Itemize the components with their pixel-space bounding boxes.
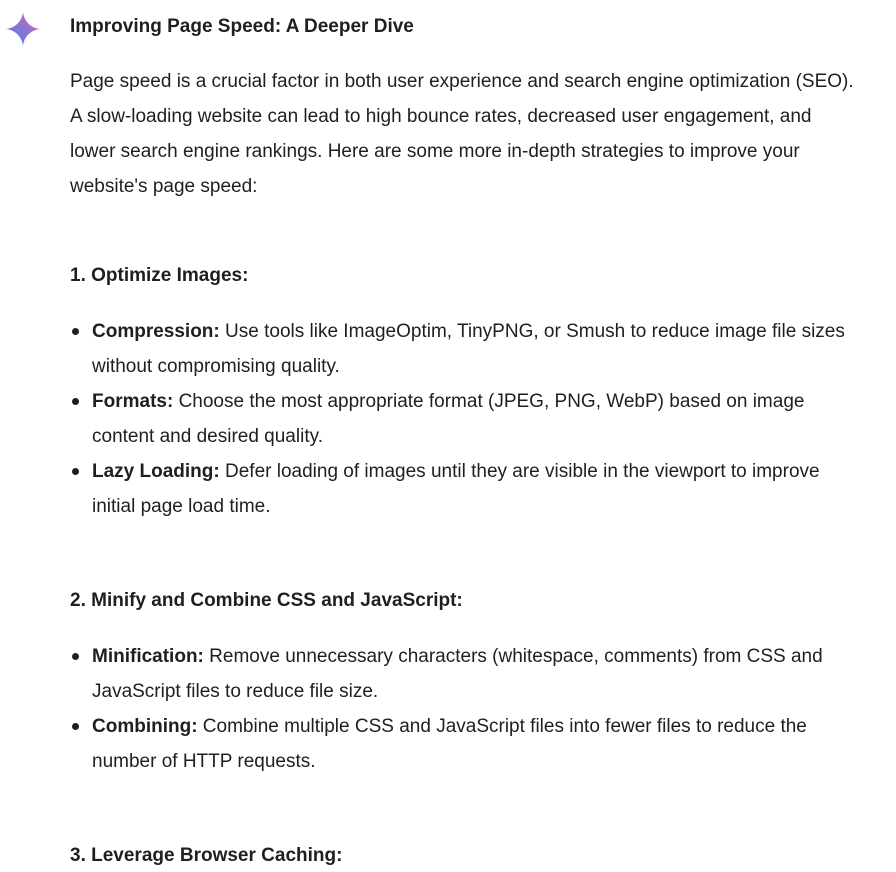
list-item — [70, 454, 852, 524]
bullet-list-optimize-images — [70, 314, 870, 524]
bullet-text: Choose the most appropriate format (JPEG, PNG, WebP) based on image content and desired quality. — [92, 391, 805, 447]
sparkle-icon — [5, 11, 41, 47]
section-heading-minify-combine: 2. Minify and Combine CSS and JavaScript: — [70, 590, 463, 611]
bullet-dot — [72, 468, 79, 475]
list-item — [70, 384, 852, 454]
list-item — [70, 314, 852, 384]
bullet-dot — [72, 653, 79, 660]
bullet-term: Lazy Loading: — [92, 461, 220, 482]
bullet-text: Remove unnecessary characters (whitespace, comments) from CSS and JavaScript files to reduce file size. — [92, 646, 823, 702]
bullet-text: Combine multiple CSS and JavaScript files into fewer files to reduce the number of HTTP requests. — [92, 716, 807, 772]
bullet-term: Minification: — [92, 646, 204, 667]
bullet-dot — [72, 328, 79, 335]
response-title: Improving Page Speed: A Deeper Dive — [70, 16, 414, 37]
section-heading-browser-caching: 3. Leverage Browser Caching: — [70, 845, 343, 866]
bullet-text: Defer loading of images until they are visible in the viewport to improve initial page load time. — [92, 461, 820, 517]
section-heading-optimize-images: 1. Optimize Images: — [70, 265, 249, 286]
list-item — [70, 639, 852, 709]
bullet-term: Combining: — [92, 716, 198, 737]
assistant-response — [70, 0, 870, 872]
bullet-dot — [72, 723, 79, 730]
bullet-term: Formats: — [92, 391, 174, 412]
list-item — [70, 709, 852, 779]
bullet-list-minify-combine — [70, 639, 870, 779]
bullet-term: Compression: — [92, 321, 220, 342]
intro-paragraph: Page speed is a crucial factor in both user experience and search engine optimization (SEO). A slow-loading website can lead to high bounce rates, decreased user engagement, and lower search engine rankings. Here are some more in-depth strategies to improve your website's page speed: — [70, 71, 854, 197]
bullet-text: Use tools like ImageOptim, TinyPNG, or Smush to reduce image file sizes without compromising quality. — [92, 321, 845, 377]
bullet-dot — [72, 398, 79, 405]
